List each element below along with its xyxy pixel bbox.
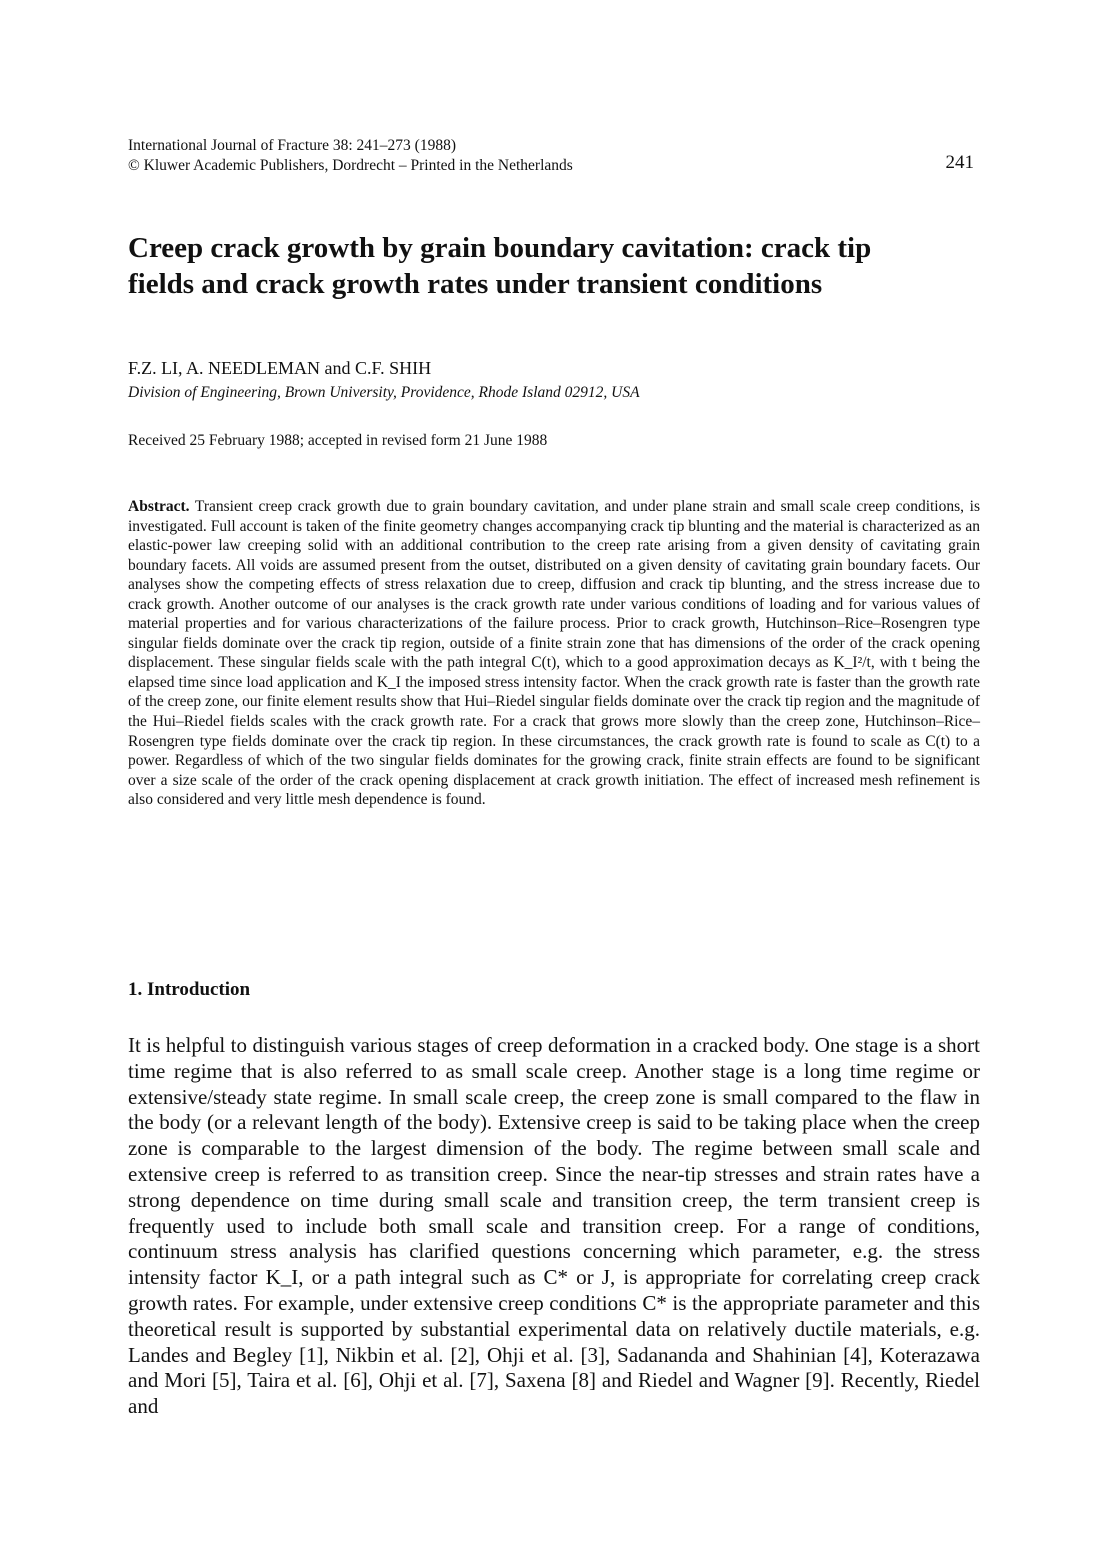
title-line-2: fields and crack growth rates under transient conditions	[128, 268, 823, 300]
journal-header	[128, 136, 888, 176]
abstract-label: Abstract.	[128, 498, 190, 515]
page-number: 241	[945, 152, 974, 173]
paper-title	[128, 230, 988, 302]
title-line-1: Creep crack growth by grain boundary cavitation: crack tip	[128, 232, 872, 264]
received-date: Received 25 February 1988; accepted in revised form 21 June 1988	[128, 432, 548, 449]
intro-paragraph: It is helpful to distinguish various stages of creep deformation in a cracked body. One stage is a short time regime that is also referred to as small scale creep. Another stage is a long time regime or extensive/steady state regime. In small scale creep, the creep zone is small compared to the flaw in the body (or a relevant length of the body). Extensive creep is said to be taking place when the creep zone is comparable to the largest dimension of the body. The regime between small scale and extensive creep is referred to as transition creep. Since the near-tip stresses and strain rates have a strong dependence on time during small scale and transition creep, the term transient creep is frequently used to include both small scale and transition creep. For a range of conditions, continuum stress analysis has clarified questions concerning which parameter, e.g. the stress intensity factor K_I, or a path integral such as C* or J, is appropriate for correlating creep crack growth rates. For example, under extensive creep conditions C* is the appropriate parameter and this theoretical result is supported by substantial experimental data on relatively ductile materials, e.g. Landes and Begley [1], Nikbin et al. [2], Ohji et al. [3], Sadananda and Shahinian [4], Koterazawa and Mori [5], Taira et al. [6], Ohji et al. [7], Saxena [8] and Riedel and Wagner [9]. Recently, Riedel and	[128, 1033, 980, 1419]
publisher-line: © Kluwer Academic Publishers, Dordrecht – Printed in the Netherlands	[128, 157, 573, 174]
section-heading: 1. Introduction	[128, 979, 251, 1000]
authors: F.Z. LI, A. NEEDLEMAN and C.F. SHIH	[128, 358, 432, 378]
journal-citation: International Journal of Fracture 38: 241–273 (1988)	[128, 137, 456, 154]
affiliation: Division of Engineering, Brown University, Providence, Rhode Island 02912, USA	[128, 384, 640, 401]
abstract	[128, 497, 980, 810]
abstract-text: Transient creep crack growth due to grain boundary cavitation, and under plane strain and small scale creep conditions, is investigated. Full account is taken of the finite geometry changes accompanying crack tip blunting and the material is characterized as an elastic-power law creeping solid with an additional contribution to the creep rate arising from a given density of cavitating grain boundary facets. All voids are assumed present from the outset, distributed on a given density of cavitating grain boundary facets. Our analyses show the competing effects of stress relaxation due to creep, diffusion and crack tip blunting, and the stress increase due to crack growth. Another outcome of our analyses is the crack growth rate under various conditions of loading and for various values of material properties and for various characterizations of the failure process. Prior to crack growth, Hutchinson–Rice–Rosengren type singular fields dominate over the crack tip region, outside of a finite strain zone that has dimensions of the order of the crack opening displacement. These singular fields scale with the path integral C(t), which to a good approximation decays as K_I²/t, with t being the elapsed time since load application and K_I the imposed stress intensity factor. When the crack growth rate is faster than the growth rate of the creep zone, our finite element results show that Hui–Riedel singular fields dominate over the crack tip region and the magnitude of the Hui–Riedel fields scales with the crack growth rate. For a crack that grows more slowly than the creep zone, Hutchinson–Rice–Rosengren type fields dominate over the crack tip region. In these circumstances, the crack growth rate is found to scale as C(t) to a power. Regardless of which of the two singular fields dominates for the growing crack, finite strain effects are found to be significant over a size scale of the order of the crack opening displacement at crack growth initiation. The effect of increased mesh refinement is also considered and very little mesh dependence is found.	[128, 498, 980, 809]
